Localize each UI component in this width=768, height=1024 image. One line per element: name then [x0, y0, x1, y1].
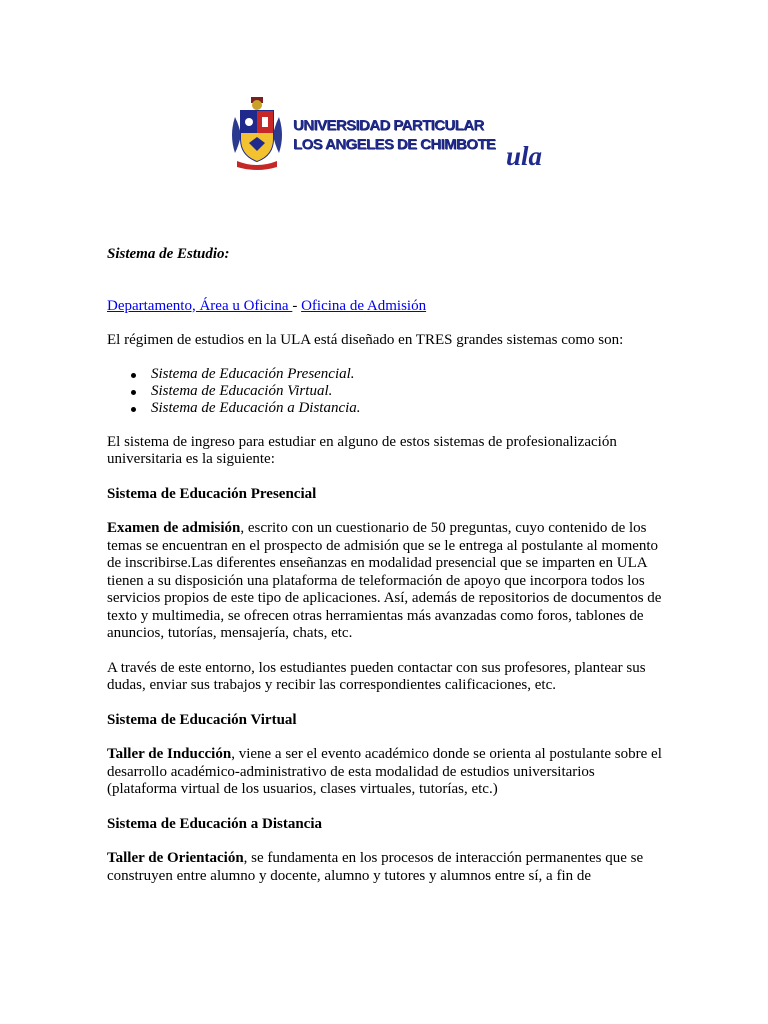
presencial-paragraph [107, 520, 667, 643]
breadcrumb [107, 298, 667, 316]
ingreso-paragraph: El sistema de ingreso para estudiar en alguno de estos sistemas de profesionalización universitaria es la siguiente: [107, 433, 617, 467]
distancia-heading: Sistema de Educación a Distancia [107, 815, 323, 832]
university-name-line2: LOS ANGELES DE CHIMBOTE [293, 136, 496, 153]
department-link[interactable]: Departamento, Área u Oficina [107, 297, 293, 314]
presencial-heading: Sistema de Educación Presencial [107, 485, 317, 502]
ula-brand-mark: ula [506, 141, 543, 171]
university-crest-icon [229, 95, 285, 171]
intro-paragraph: El régimen de estudios en la ULA está diseñado en TRES grandes sistemas como son: [107, 332, 624, 348]
virtual-heading: Sistema de Educación Virtual [107, 711, 297, 728]
list-item: Sistema de Educación Virtual. [151, 383, 667, 400]
admissions-office-link[interactable]: Oficina de Admisión [301, 297, 427, 314]
list-item: Sistema de Educación Presencial. [151, 366, 667, 383]
distancia-lead: Taller de Orientación [107, 850, 244, 866]
presencial-paragraph-2: A través de este entorno, los estudiantes pueden contactar con sus profesores, plantear sus dudas, enviar sus trabajos y recibir las correspondientes calificaciones, etc. [107, 659, 646, 693]
document-body [107, 246, 667, 885]
presencial-text: , escrito con un cuestionario de 50 preguntas, cuyo contenido de los temas se encuentran en el prospecto de admisión que se le entrega al postulante al momento de inscribirse.Las diferentes enseñanzas en modalidad presencial que se imparten en ULA tienen a su disposición una plataforma de teleformación de apoyo que incorpora todos los servicios propios de este tipo de aplicaciones. Así, además de repositorios de documentos de texto y multimedia, se ofrecen otras herramientas más avanzadas como foros, tablones de anuncios, tutorías, mensajería, chats, etc. [107, 520, 662, 641]
virtual-paragraph [107, 746, 667, 799]
distancia-text: , se fundamenta en los procesos de interacción permanentes que se construyen entre alumno y docente, alumno y tutores y alumnos entre sí, a fin de [107, 850, 644, 884]
virtual-text: , viene a ser el evento académico donde se orienta al postulante sobre el desarrollo académico-administrativo de esta modalidad de estudios universitarios (plataforma virtual de los usuarios, clases virtuales, tutorías, etc.) [107, 746, 662, 797]
systems-list [107, 366, 667, 417]
university-header [229, 95, 569, 175]
university-name-line1: UNIVERSIDAD PARTICULAR [293, 117, 484, 134]
breadcrumb-separator: - [292, 297, 298, 314]
document-title: Sistema de Estudio: [107, 246, 230, 262]
presencial-lead: Examen de admisión [107, 520, 241, 536]
distancia-paragraph [107, 850, 667, 885]
virtual-lead: Taller de Inducción [107, 746, 232, 762]
list-item: Sistema de Educación a Distancia. [151, 400, 667, 417]
